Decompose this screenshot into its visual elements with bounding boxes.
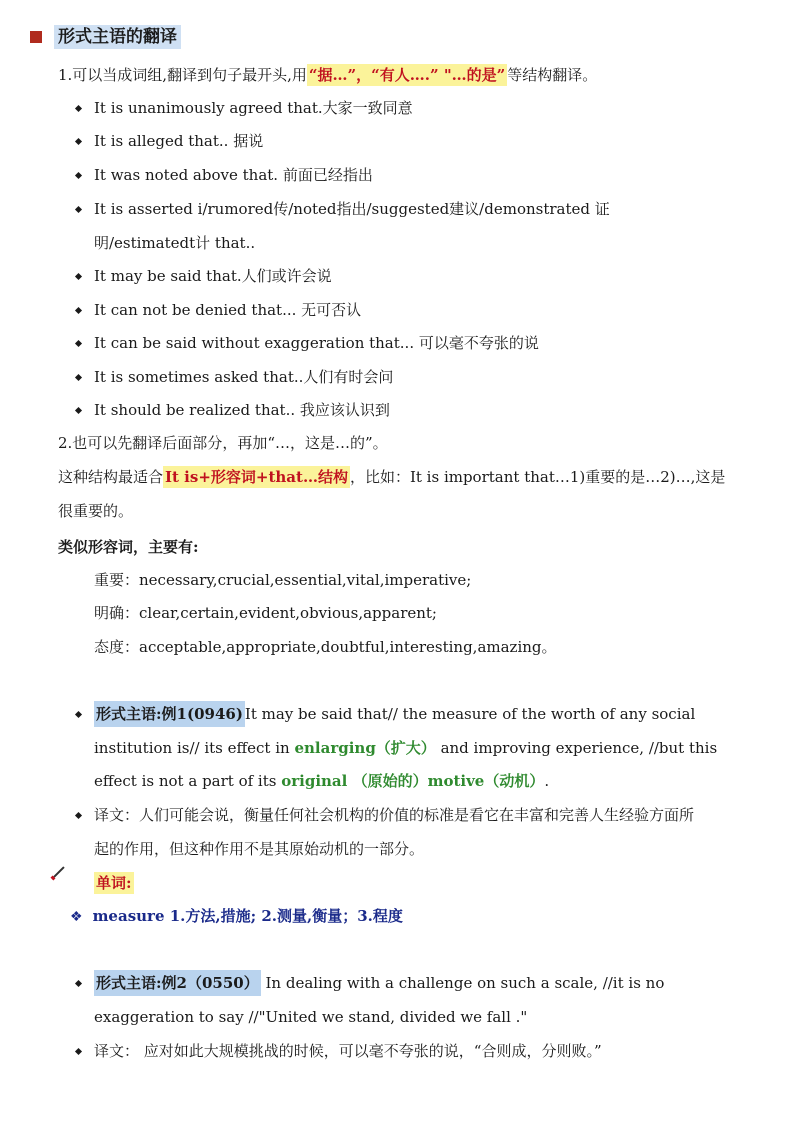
- vocab-item: ❖ measure 1.方法,措施; 2.测量,衡量；3.程度: [70, 907, 403, 925]
- paragraph-3: 这种结构最适合 It is+形容词+that…结构 ，比如：It is important that…1)重要的是…2)…,这是: [58, 468, 726, 486]
- list-item: It can be said without exaggeration that... 可以毫不夸张的说: [94, 334, 539, 352]
- section-heading: [30, 26, 181, 48]
- adjective-group: 明确：clear,certain,evident,obvious,apparent;: [94, 604, 437, 622]
- list-item: It can not be denied that... 无可否认: [94, 301, 362, 319]
- vocab-label: 单词:: [96, 874, 132, 892]
- list-item: It was noted above that. 前面已经指出: [94, 166, 373, 184]
- page-title: 形式主语的翻译: [54, 25, 181, 49]
- bullet-icon: [75, 206, 82, 213]
- bullet-icon: [75, 307, 82, 314]
- bullet-icon: [75, 980, 82, 987]
- diamond-bullet-icon: ❖: [70, 909, 83, 925]
- example-1-line-2: institution is// its effect in enlarging（扩大） and improving experience, //but this: [94, 739, 718, 757]
- adjective-group: 重要：necessary,crucial,essential,vital,imperative;: [94, 571, 472, 589]
- paragraph-2: 2.也可以先翻译后面部分，再加“…，这是…的”。: [58, 434, 388, 452]
- paragraph-1: 1.可以当成词组,翻译到句子最开头,用 “据…”，“有人….” "…的是” 等结构翻译。: [58, 66, 598, 84]
- list-item: It may be said that.人们或许会说: [94, 267, 332, 285]
- bullet-icon: [75, 172, 82, 179]
- example-1-label: 形式主语:例1(0946): [94, 701, 245, 727]
- bullet-icon: [75, 374, 82, 381]
- bullet-icon: [75, 105, 82, 112]
- bullet-icon: [75, 1048, 82, 1055]
- adjective-group: 态度：acceptable,appropriate,doubtful,interesting,amazing。: [94, 638, 557, 656]
- example-1-line-3: effect is not a part of its original （原始的）motive（动机）.: [94, 772, 550, 790]
- example-1-translation: 译文：人们可能会说，衡量任何社会机构的价值的标准是看它在丰富和完善人生经验方面所: [94, 806, 695, 824]
- paragraph-3-continued: 很重要的。: [58, 502, 134, 520]
- example-1-line-1: 形式主语:例1(0946) It may be said that// the measure of the worth of any social: [94, 703, 695, 725]
- pencil-icon: [53, 866, 64, 877]
- list-item: It is sometimes asked that..人们有时会问: [94, 368, 394, 386]
- highlight-structures: “据…”，“有人….” "…的是”: [308, 66, 506, 84]
- example-2-label: 形式主语:例2（0550）: [94, 970, 261, 996]
- example-2-translation: 译文： 应对如此大规模挑战的时候，可以毫不夸张的说，“合则成，分则败。”: [94, 1042, 602, 1060]
- list-item-continued: 明/estimatedt计 that..: [94, 234, 256, 252]
- bullet-icon: [75, 273, 82, 280]
- red-square-icon: [30, 31, 42, 43]
- bullet-icon: [75, 812, 82, 819]
- list-item: It is unanimously agreed that.大家一致同意: [94, 99, 413, 117]
- list-item: It should be realized that.. 我应该认识到: [94, 401, 390, 419]
- bullet-icon: [75, 340, 82, 347]
- vocab-label-line: [94, 872, 134, 894]
- example-2-line-2: exaggeration to say //"United we stand, divided we fall .": [94, 1008, 528, 1026]
- list-item: It is asserted i/rumored传/noted指出/suggested建议/demonstrated 证: [94, 200, 610, 218]
- bullet-icon: [75, 711, 82, 718]
- bullet-icon: [75, 138, 82, 145]
- similar-adjectives-heading: 类似形容词，主要有:: [58, 538, 199, 556]
- highlight-structure: It is+形容词+that…结构: [165, 468, 348, 486]
- example-1-translation-continued: 起的作用，但这种作用不是其原始动机的一部分。: [94, 840, 425, 858]
- example-2-line-1: 形式主语:例2（0550） In dealing with a challenge on such a scale, //it is no: [94, 972, 664, 994]
- bullet-icon: [75, 407, 82, 414]
- list-item: It is alleged that.. 据说: [94, 132, 264, 150]
